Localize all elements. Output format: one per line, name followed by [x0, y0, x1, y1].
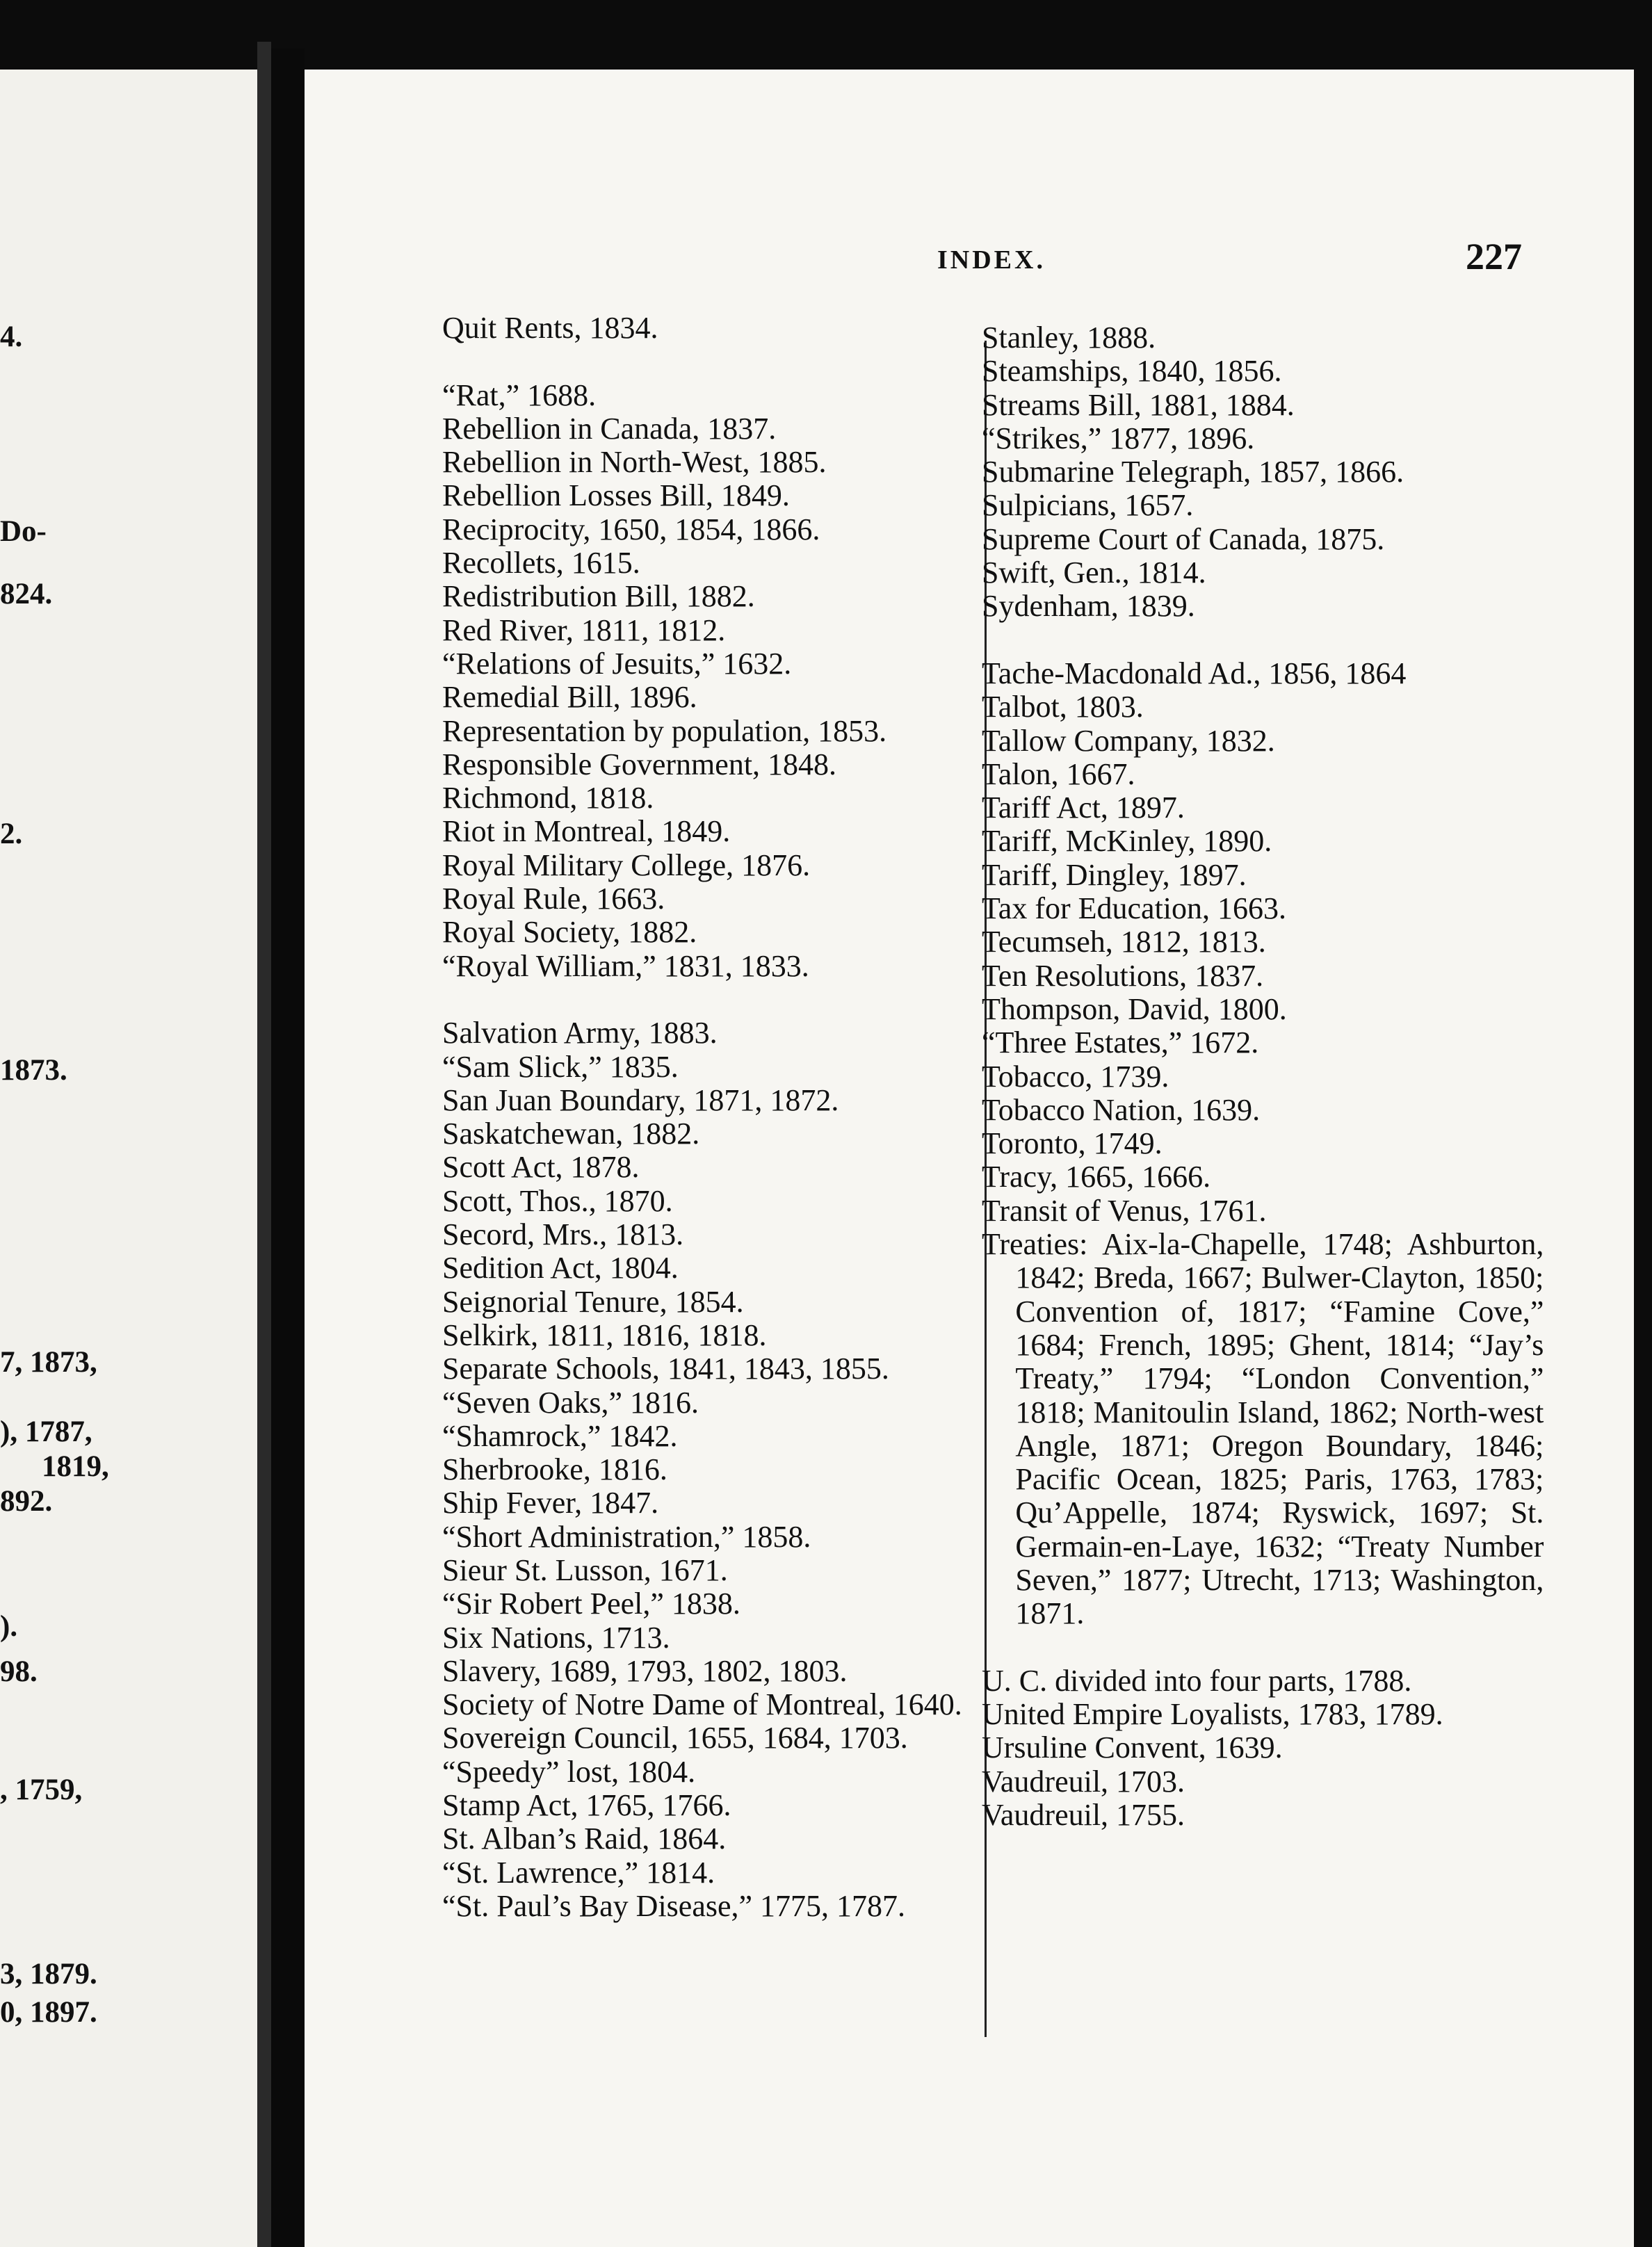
index-entry: Vaudreuil, 1703. — [982, 1764, 1185, 1799]
index-entry: “Relations of Jesuits,” 1632. — [442, 646, 792, 681]
index-entry: Sieur St. Lusson, 1671. — [442, 1552, 728, 1587]
book-gutter-shadow — [257, 42, 271, 2247]
facing-page-text: , 1759, — [0, 1774, 83, 1806]
index-entry: “Seven Oaks,” 1816. — [442, 1385, 699, 1420]
index-entry: Selkirk, 1811, 1816, 1818. — [442, 1317, 767, 1352]
index-entry: Rebellion in Canada, 1837. — [442, 411, 777, 446]
index-entry: Thompson, David, 1800. — [982, 991, 1287, 1026]
index-entry: Vaudreuil, 1755. — [982, 1798, 1185, 1833]
facing-page-text: 0, 1897. — [0, 1996, 97, 2029]
index-entry: Submarine Telegraph, 1857, 1866. — [982, 455, 1404, 489]
index-entry: “Sam Slick,” 1835. — [442, 1049, 679, 1084]
index-entry: “Royal William,” 1831, 1833. — [442, 948, 809, 983]
index-entry: Tariff, Dingley, 1897. — [982, 857, 1247, 892]
index-entry: Red River, 1811, 1812. — [442, 613, 726, 647]
facing-page-text: 4. — [0, 321, 23, 353]
index-entry: “Shamrock,” 1842. — [442, 1418, 678, 1453]
index-entry: Sherbrooke, 1816. — [442, 1452, 667, 1487]
running-head: INDEX. — [937, 245, 1046, 275]
index-entry: Royal Rule, 1663. — [442, 882, 665, 916]
index-entry: Representation by population, 1853. — [442, 713, 887, 748]
index-entry: “Three Estates,” 1672. — [982, 1025, 1259, 1060]
index-entry: Tariff, McKinley, 1890. — [982, 824, 1272, 859]
index-entry: Remedial Bill, 1896. — [442, 680, 697, 715]
index-column-left — [442, 311, 971, 1923]
index-entry: Quit Rents, 1834. — [442, 311, 658, 345]
index-entry: Sydenham, 1839. — [982, 589, 1195, 624]
page-number: 227 — [1466, 236, 1522, 277]
index-entry: Society of Notre Dame of Montreal, 1640. — [442, 1687, 962, 1722]
index-entry: Tracy, 1665, 1666. — [982, 1160, 1211, 1194]
index-entry: Richmond, 1818. — [442, 781, 654, 816]
index-entry: “Speedy” lost, 1804. — [442, 1754, 696, 1789]
index-entry: Tecumseh, 1812, 1813. — [982, 925, 1266, 959]
index-entry: Recollets, 1615. — [442, 546, 640, 581]
index-entry: Transit of Venus, 1761. — [982, 1193, 1267, 1228]
index-entry: United Empire Loyalists, 1783, 1789. — [982, 1697, 1443, 1732]
index-entry: Seignorial Tenure, 1854. — [442, 1284, 744, 1319]
index-entry: Six Nations, 1713. — [442, 1620, 670, 1655]
index-entry: “Rat,” 1688. — [442, 378, 597, 412]
index-entry: Saskatchewan, 1882. — [442, 1117, 700, 1151]
index-entry: Sulpicians, 1657. — [982, 488, 1194, 523]
index-entry: Stamp Act, 1765, 1766. — [442, 1788, 731, 1823]
index-entry: Stanley, 1888. — [982, 321, 1156, 355]
index-entry: St. Alban’s Raid, 1864. — [442, 1822, 727, 1856]
index-entry: Tache-Macdonald Ad., 1856, 1864 — [982, 656, 1407, 690]
facing-page-text: 7, 1873, — [0, 1346, 97, 1379]
index-entry: Slavery, 1689, 1793, 1802, 1803. — [442, 1653, 848, 1688]
index-entry: “Short Administration,” 1858. — [442, 1519, 811, 1554]
index-entry: Steamships, 1840, 1856. — [982, 354, 1282, 389]
index-entry: Ship Fever, 1847. — [442, 1486, 659, 1520]
index-entry: Secord, Mrs., 1813. — [442, 1217, 684, 1252]
index-entry: Toronto, 1749. — [982, 1126, 1163, 1161]
index-entry: Tallow Company, 1832. — [982, 723, 1275, 758]
index-entry: Ursuline Convent, 1639. — [982, 1730, 1283, 1765]
index-entry: Tobacco Nation, 1639. — [982, 1092, 1261, 1127]
index-entry: Royal Military College, 1876. — [442, 847, 811, 882]
index-entry: Talon, 1667. — [982, 756, 1135, 791]
index-entry: Sovereign Council, 1655, 1684, 1703. — [442, 1721, 908, 1755]
index-entry: Redistribution Bill, 1882. — [442, 579, 755, 614]
facing-page-text: 2. — [0, 818, 23, 850]
facing-page-text: 98. — [0, 1655, 38, 1688]
treaties-entry: Treaties: Aix-la-Chapelle, 1748; Ashburton, 1842; Breda, 1667; Bulwer-Clayton, 1850; Convention of, 1817; “Famine Cove,” 1684; French, 1895; Ghent, 1814; “Jay’s Treaty,” 1794; “London Convention,” 1818; Manitoulin Island, 1862; North-west Angle, 1871; Oregon Boundary, 1846; Pacific Ocean, 1825; Paris, 1763, 1783; Qu’Appelle, 1874; Ryswick, 1697; St. Germain-en-Laye, 1632; “Treaty Number Seven,” 1877; Utrecht, 1713; Washington, 1871. — [982, 1227, 1544, 1631]
index-entry: Reciprocity, 1650, 1854, 1866. — [442, 512, 820, 546]
facing-page-text: ). — [0, 1610, 18, 1643]
scan-top-border — [0, 0, 1652, 70]
index-entry: Rebellion in North-West, 1885. — [442, 445, 827, 480]
index-entry: “St. Paul’s Bay Disease,” 1775, 1787. — [442, 1888, 906, 1923]
index-entry: Scott Act, 1878. — [442, 1150, 640, 1185]
index-entry: Sedition Act, 1804. — [442, 1251, 679, 1285]
facing-page-text: 1819, — [42, 1450, 109, 1483]
index-entry: Rebellion Losses Bill, 1849. — [442, 478, 790, 513]
section-gap — [442, 345, 971, 378]
facing-page-text: Do- — [0, 515, 47, 548]
index-entry: “Strikes,” 1877, 1896. — [982, 421, 1255, 455]
section-gap — [982, 624, 1545, 657]
scan-right-border — [1634, 0, 1652, 2247]
facing-page-text: 892. — [0, 1485, 53, 1518]
section-gap — [982, 1631, 1545, 1664]
section-gap — [442, 983, 971, 1016]
index-entry: “St. Lawrence,” 1814. — [442, 1855, 715, 1890]
facing-page-text: 3, 1879. — [0, 1958, 97, 1990]
index-entry: Ten Resolutions, 1837. — [982, 958, 1264, 993]
facing-page-text: 824. — [0, 578, 53, 610]
index-entry: Salvation Army, 1883. — [442, 1016, 718, 1051]
index-entry: Scott, Thos., 1870. — [442, 1183, 673, 1218]
index-entry: San Juan Boundary, 1871, 1872. — [442, 1082, 839, 1117]
facing-page-fragment — [0, 70, 257, 2247]
index-entry: Tax for Education, 1663. — [982, 891, 1287, 926]
index-entry: Separate Schools, 1841, 1843, 1855. — [442, 1352, 889, 1386]
index-entry: Riot in Montreal, 1849. — [442, 814, 731, 849]
facing-page-text: ), 1787, — [0, 1415, 92, 1448]
index-entry: Royal Society, 1882. — [442, 915, 697, 950]
index-entry: U. C. divided into four parts, 1788. — [982, 1663, 1412, 1698]
index-entry: Streams Bill, 1881, 1884. — [982, 387, 1295, 422]
index-entry: “Sir Robert Peel,” 1838. — [442, 1587, 740, 1621]
book-spine — [271, 49, 305, 2247]
index-entry: Tobacco, 1739. — [982, 1059, 1169, 1094]
index-entry: Supreme Court of Canada, 1875. — [982, 521, 1385, 556]
index-entry: Swift, Gen., 1814. — [982, 555, 1206, 590]
facing-page-text: 1873. — [0, 1054, 67, 1087]
index-entry: Responsible Government, 1848. — [442, 747, 837, 781]
index-entry: Talbot, 1803. — [982, 690, 1144, 724]
index-column-right — [982, 321, 1545, 1832]
index-entry: Tariff Act, 1897. — [982, 790, 1185, 825]
